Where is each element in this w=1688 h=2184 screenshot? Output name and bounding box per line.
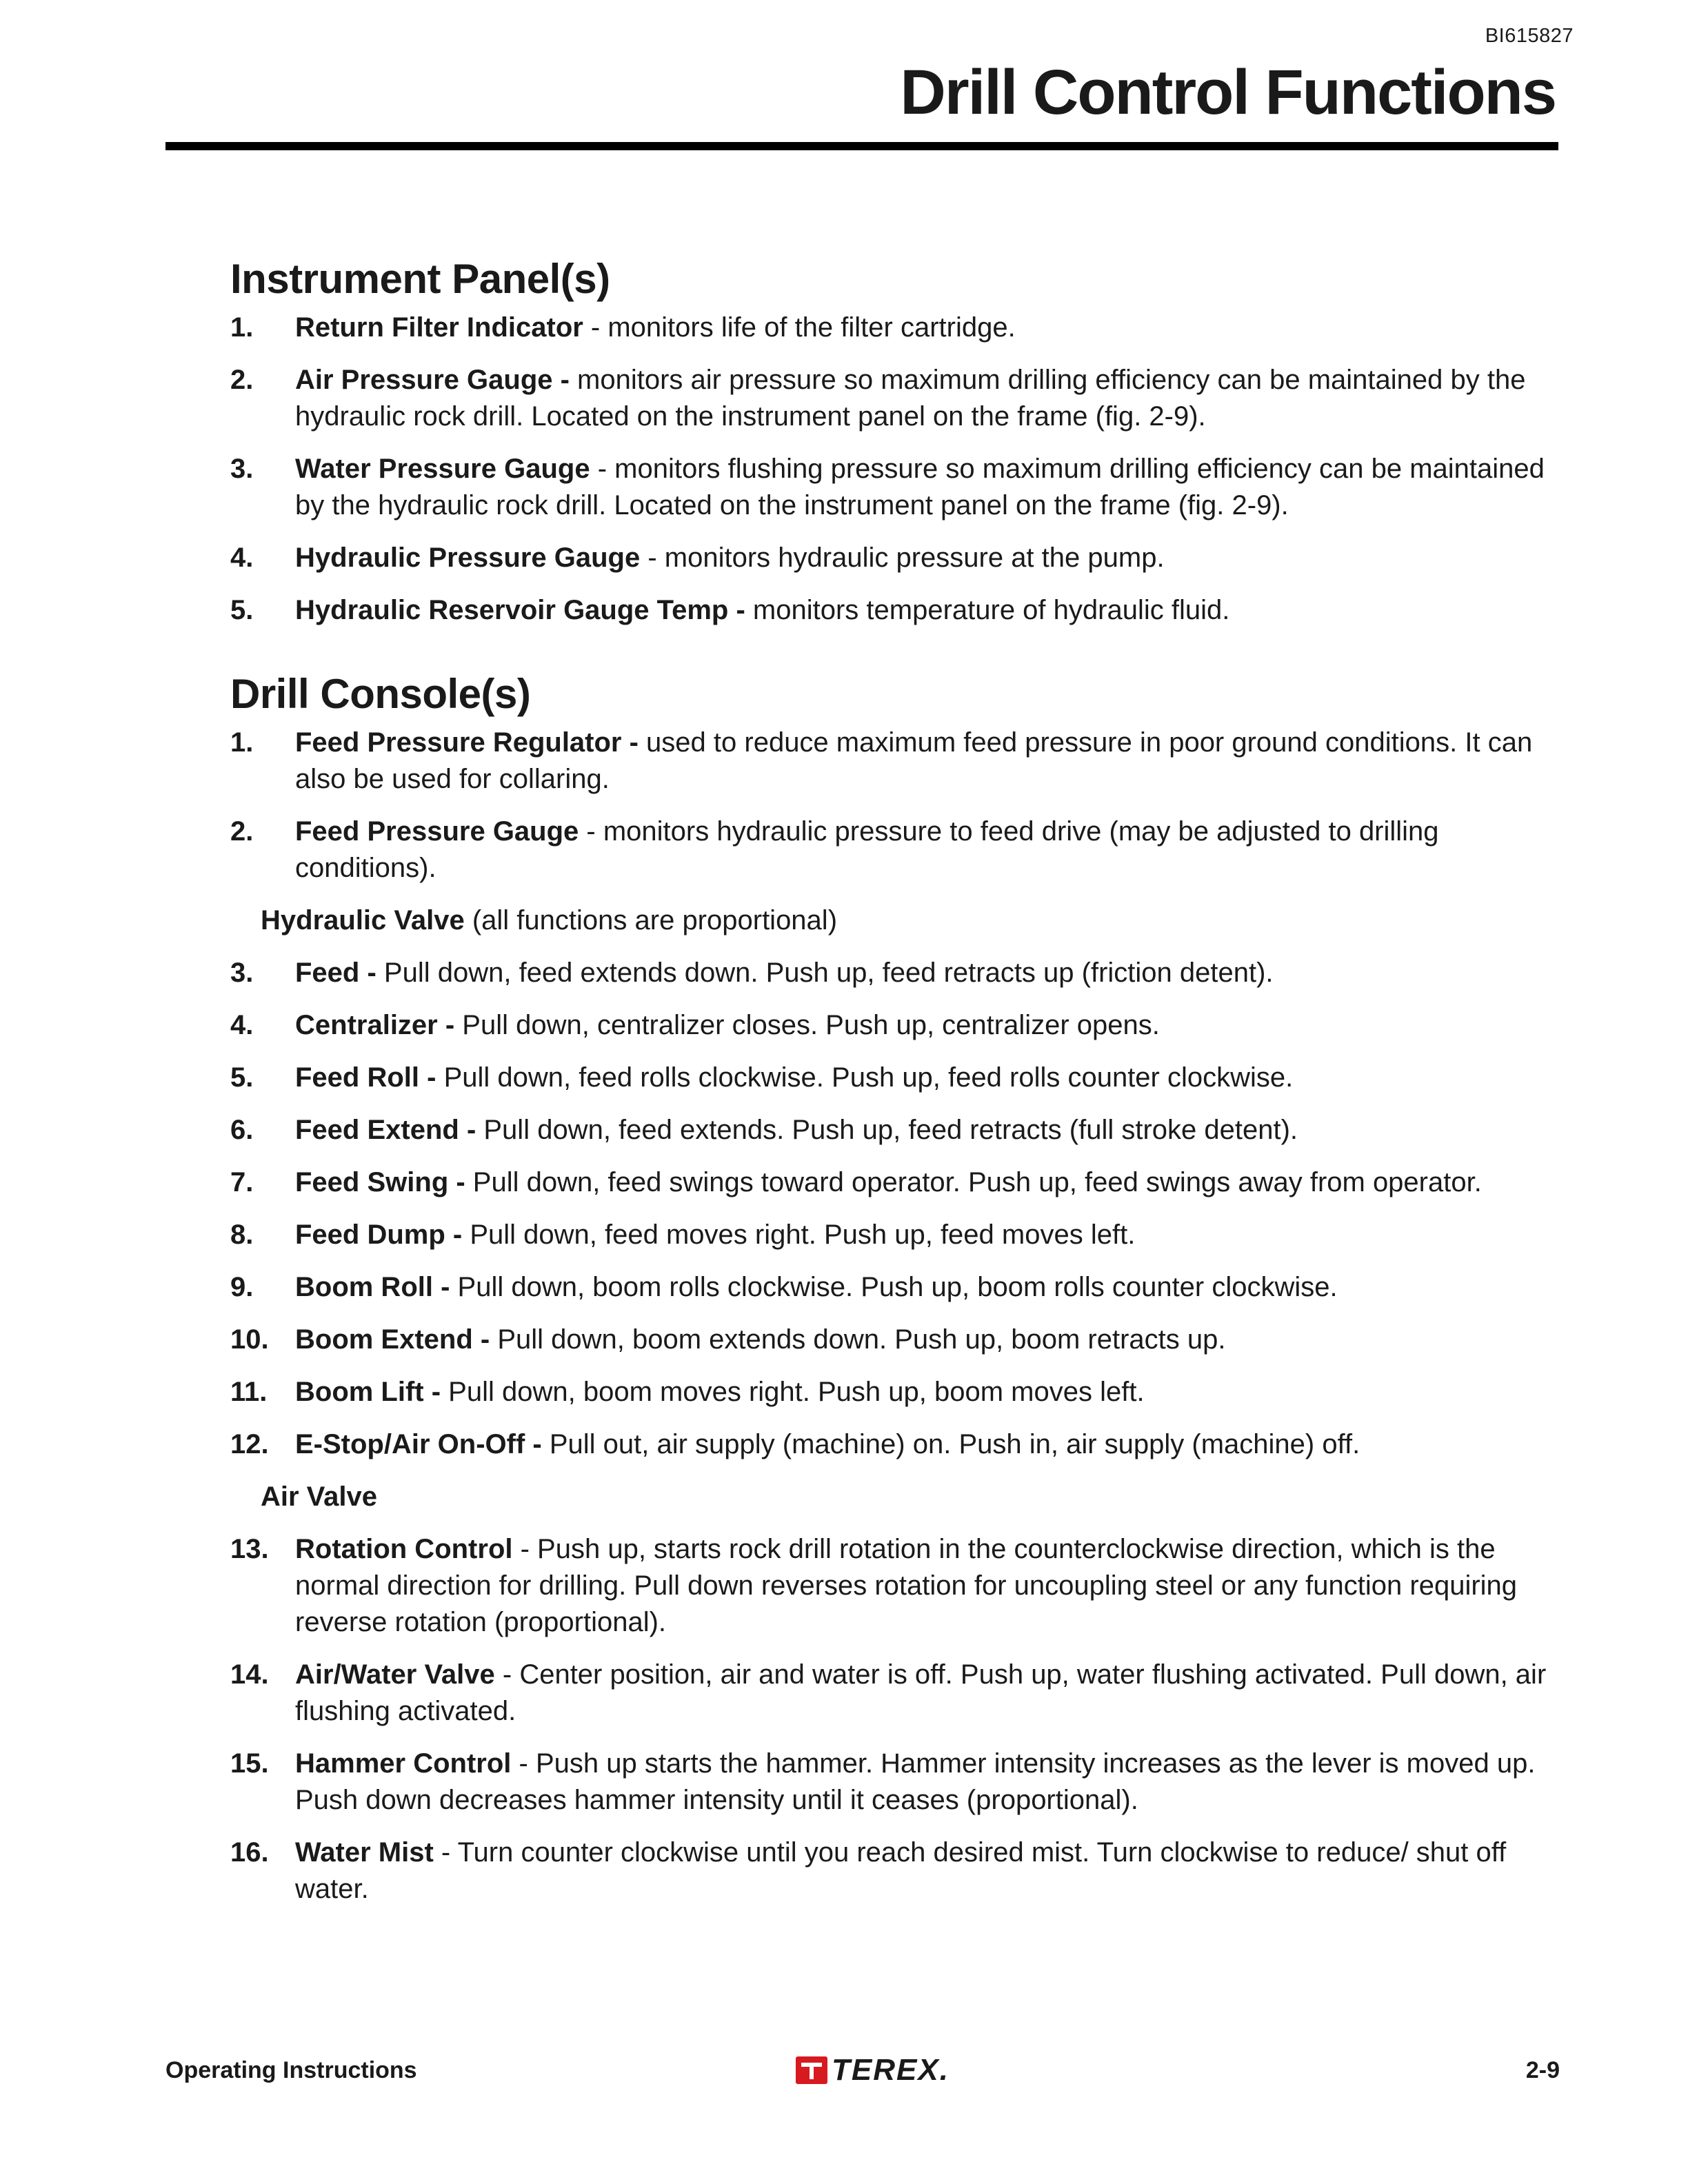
list-item (230, 1657, 1568, 1730)
item-term: Hydraulic Pressure Gauge (295, 543, 641, 573)
terex-logo-icon (796, 2056, 827, 2084)
item-term: Water Pressure Gauge (295, 454, 590, 484)
item-number: 7. (230, 1167, 254, 1197)
page-number: 2-9 (1525, 2057, 1560, 2083)
item-description: Pull down, feed rolls clockwise. Push up, feed rolls counter clockwise. (436, 1062, 1294, 1093)
item-number: 11. (230, 1377, 268, 1407)
item-number: 1. (230, 312, 254, 343)
subheading-description: (all functions are proportional) (464, 905, 838, 936)
item-number: 16. (230, 1837, 269, 1868)
list-item (230, 1834, 1568, 1908)
item-term: Feed Swing - (295, 1167, 465, 1197)
item-term: Return Filter Indicator (295, 312, 583, 343)
item-number: 6. (230, 1115, 254, 1145)
list-item (230, 310, 1568, 346)
title-rule (165, 142, 1558, 150)
item-term: Hammer Control (295, 1748, 512, 1779)
list-item (230, 1217, 1568, 1253)
list-item (230, 1269, 1568, 1306)
item-number: 8. (230, 1220, 254, 1250)
item-number: 14. (230, 1659, 269, 1690)
item-number: 5. (230, 1062, 254, 1093)
item-number: 9. (230, 1272, 254, 1302)
item-number: 15. (230, 1748, 269, 1779)
section-heading: Instrument Panel(s) (230, 256, 610, 302)
list-item (230, 1531, 1568, 1641)
list-item (230, 1746, 1568, 1819)
terex-logo-text: TEREX. (832, 2053, 950, 2087)
item-term: Centralizer - (295, 1010, 455, 1040)
item-description: Pull down, feed extends. Push up, feed retracts (full stroke detent). (476, 1115, 1298, 1145)
section-drill-console (230, 670, 1568, 1908)
item-number: 1. (230, 727, 254, 758)
item-description: Pull down, feed extends down. Push up, feed retracts up (friction detent). (376, 958, 1274, 988)
item-description: Pull down, feed swings toward operator. Push up, feed swings away from operator. (465, 1167, 1482, 1197)
item-description: - monitors hydraulic pressure at the pump. (640, 543, 1165, 573)
item-description: Pull down, centralizer closes. Push up, centralizer opens. (454, 1010, 1160, 1040)
item-description: - Turn counter clockwise until you reach desired mist. Turn clockwise to reduce/ shut off water. (295, 1837, 1507, 1904)
section-instrument-panel (230, 255, 1568, 629)
item-number: 12. (230, 1429, 269, 1459)
item-term: Feed Pressure Gauge (295, 816, 579, 847)
terex-logo (796, 2053, 950, 2087)
subheading-hydraulic-valve (261, 902, 1568, 939)
item-description: Pull down, boom moves right. Push up, boom moves left. (441, 1377, 1145, 1407)
subheading-term: Hydraulic Valve (261, 905, 465, 936)
item-term: Boom Roll - (295, 1272, 450, 1302)
list-item (230, 1374, 1568, 1410)
item-term: Boom Extend - (295, 1324, 490, 1355)
item-term: Rotation Control (295, 1534, 513, 1564)
item-description: - Push up starts the hammer. Hammer intensity increases as the lever is moved up. Push down decreases hammer intensity until it ceases (proportional). (295, 1748, 1536, 1815)
item-term: Feed Dump - (295, 1220, 463, 1250)
item-description: Pull down, boom rolls clockwise. Push up, boom rolls counter clockwise. (450, 1272, 1338, 1302)
subheading-term: Air Valve (261, 1482, 378, 1512)
list-item (230, 1426, 1568, 1463)
item-description: - Center position, air and water is off. Push up, water flushing activated. Pull down, air flushing activated. (295, 1659, 1547, 1726)
item-number: 5. (230, 595, 254, 625)
item-description: monitors temperature of hydraulic fluid. (745, 595, 1230, 625)
list-item (230, 1007, 1568, 1044)
item-number: 10. (230, 1324, 269, 1355)
item-term: Feed Extend - (295, 1115, 476, 1145)
item-term: Feed - (295, 958, 376, 988)
page-content (230, 255, 1568, 1949)
list-item (230, 1322, 1568, 1358)
list-item (230, 1164, 1568, 1201)
list-item (230, 540, 1568, 576)
list-item (230, 1112, 1568, 1149)
item-term: E-Stop/Air On-Off - (295, 1429, 542, 1459)
list-item (230, 955, 1568, 991)
page-footer (165, 2053, 1560, 2094)
item-term: Feed Pressure Regulator - (295, 727, 639, 758)
doc-id: BI615827 (1485, 25, 1574, 47)
item-number: 2. (230, 365, 254, 395)
item-term: Air/Water Valve (295, 1659, 495, 1690)
list-item (230, 725, 1568, 798)
item-description: - Push up, starts rock drill rotation in the counterclockwise direction, which is the normal direction for drilling. Pull down reverses rotation for uncoupling steel or any function requiring reverse rotation (proportional). (295, 1534, 1518, 1637)
item-term: Air Pressure Gauge - (295, 365, 570, 395)
item-description: used to reduce maximum feed pressure in poor ground conditions. It can also be used for collaring. (295, 727, 1533, 794)
footer-doc-type: Operating Instructions (165, 2057, 417, 2083)
item-number: 3. (230, 454, 254, 484)
list-item (230, 362, 1568, 435)
item-term: Water Mist (295, 1837, 434, 1868)
subheading-air-valve (261, 1479, 1568, 1515)
item-number: 3. (230, 958, 254, 988)
item-number: 2. (230, 816, 254, 847)
item-number: 13. (230, 1534, 269, 1564)
list-item (230, 813, 1568, 887)
list-item (230, 592, 1568, 629)
item-description: - monitors life of the filter cartridge. (583, 312, 1016, 343)
item-number: 4. (230, 543, 254, 573)
item-description: Pull out, air supply (machine) on. Push in, air supply (machine) off. (541, 1429, 1360, 1459)
item-description: Pull down, feed moves right. Push up, feed moves left. (462, 1220, 1136, 1250)
item-description: - monitors flushing pressure so maximum drilling efficiency can be maintained by the hydraulic rock drill. Located on the instrument panel on the frame (fig. 2-9). (295, 454, 1545, 520)
item-term: Feed Roll - (295, 1062, 436, 1093)
item-description: monitors air pressure so maximum drilling efficiency can be maintained by the hydraulic rock drill. Located on the instrument panel on the frame (fig. 2-9). (295, 365, 1526, 432)
page-title: Drill Control Functions (900, 57, 1556, 128)
item-description: - monitors hydraulic pressure to feed drive (may be adjusted to drilling conditions). (295, 816, 1439, 883)
item-term: Boom Lift - (295, 1377, 441, 1407)
section-heading: Drill Console(s) (230, 671, 531, 717)
list-item (230, 1060, 1568, 1096)
item-description: Pull down, boom extends down. Push up, boom retracts up. (490, 1324, 1226, 1355)
item-number: 4. (230, 1010, 254, 1040)
item-term: Hydraulic Reservoir Gauge Temp - (295, 595, 745, 625)
list-item (230, 451, 1568, 524)
